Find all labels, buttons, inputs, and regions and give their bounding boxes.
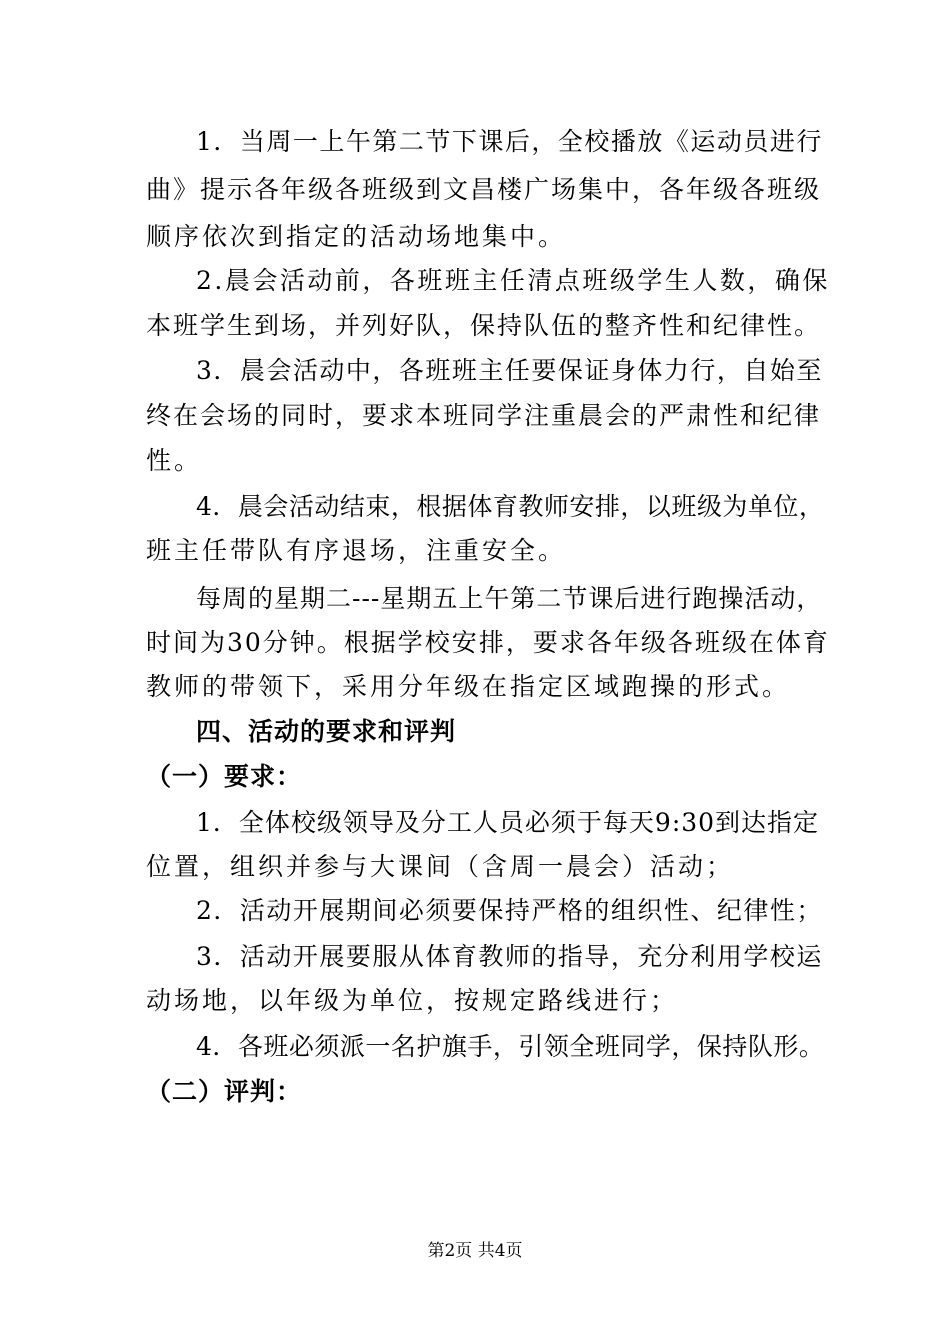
text-line: 4．晨会活动结束，根据体育教师安排，以班级为单位， <box>196 492 825 521</box>
text-line: 每周的星期二---星期五上午第二节课后进行跑操活动， <box>196 584 823 613</box>
page-number: 第2页 共4页 <box>427 1241 523 1261</box>
section-heading: 四、活动的要求和评判 <box>196 717 457 746</box>
text-line: 2．活动开展期间必须要保持严格的组织性、纪律性； <box>196 896 823 925</box>
text-line: 1．当周一上午第二节下课后，全校播放《运动员进行 <box>196 127 823 156</box>
text-line: 教师的带领下，采用分年级在指定区域跑操的形式。 <box>146 672 791 701</box>
text-line: 本班学生到场，并列好队，保持队伍的整齐性和纪律性。 <box>146 311 822 340</box>
text-line: 顺序依次到指定的活动场地集中。 <box>146 222 567 251</box>
text-line: 性。 <box>146 446 203 475</box>
text-line: 位置，组织并参与大课间（含周一晨会）活动； <box>146 852 735 881</box>
text-line: 1．全体校级领导及分工人员必须于每天9:30到达指定 <box>196 808 820 837</box>
text-line: 时间为30分钟。根据学校安排，要求各年级各班级在体育 <box>146 628 830 657</box>
text-line: 班主任带队有序退场，注重安全。 <box>146 536 567 565</box>
text-line: 2.晨会活动前，各班班主任清点班级学生人数，确保 <box>196 266 830 295</box>
text-line: 动场地，以年级为单位，按规定路线进行； <box>146 986 679 1015</box>
text-line: 终在会场的同时，要求本班同学注重晨会的严肃性和纪律 <box>146 401 822 430</box>
text-line: 3．晨会活动中，各班班主任要保证身体力行，自始至 <box>196 356 823 385</box>
text-line: 曲》提示各年级各班级到文昌楼广场集中，各年级各班级 <box>146 175 822 204</box>
text-line: 3．活动开展要服从体育教师的指导，充分利用学校运 <box>196 942 823 971</box>
text-line: 4．各班必须派一名护旗手，引领全班同学，保持队形。 <box>196 1032 825 1061</box>
subsection-heading: （二）评判： <box>146 1077 303 1106</box>
subsection-heading: （一）要求： <box>146 762 303 791</box>
